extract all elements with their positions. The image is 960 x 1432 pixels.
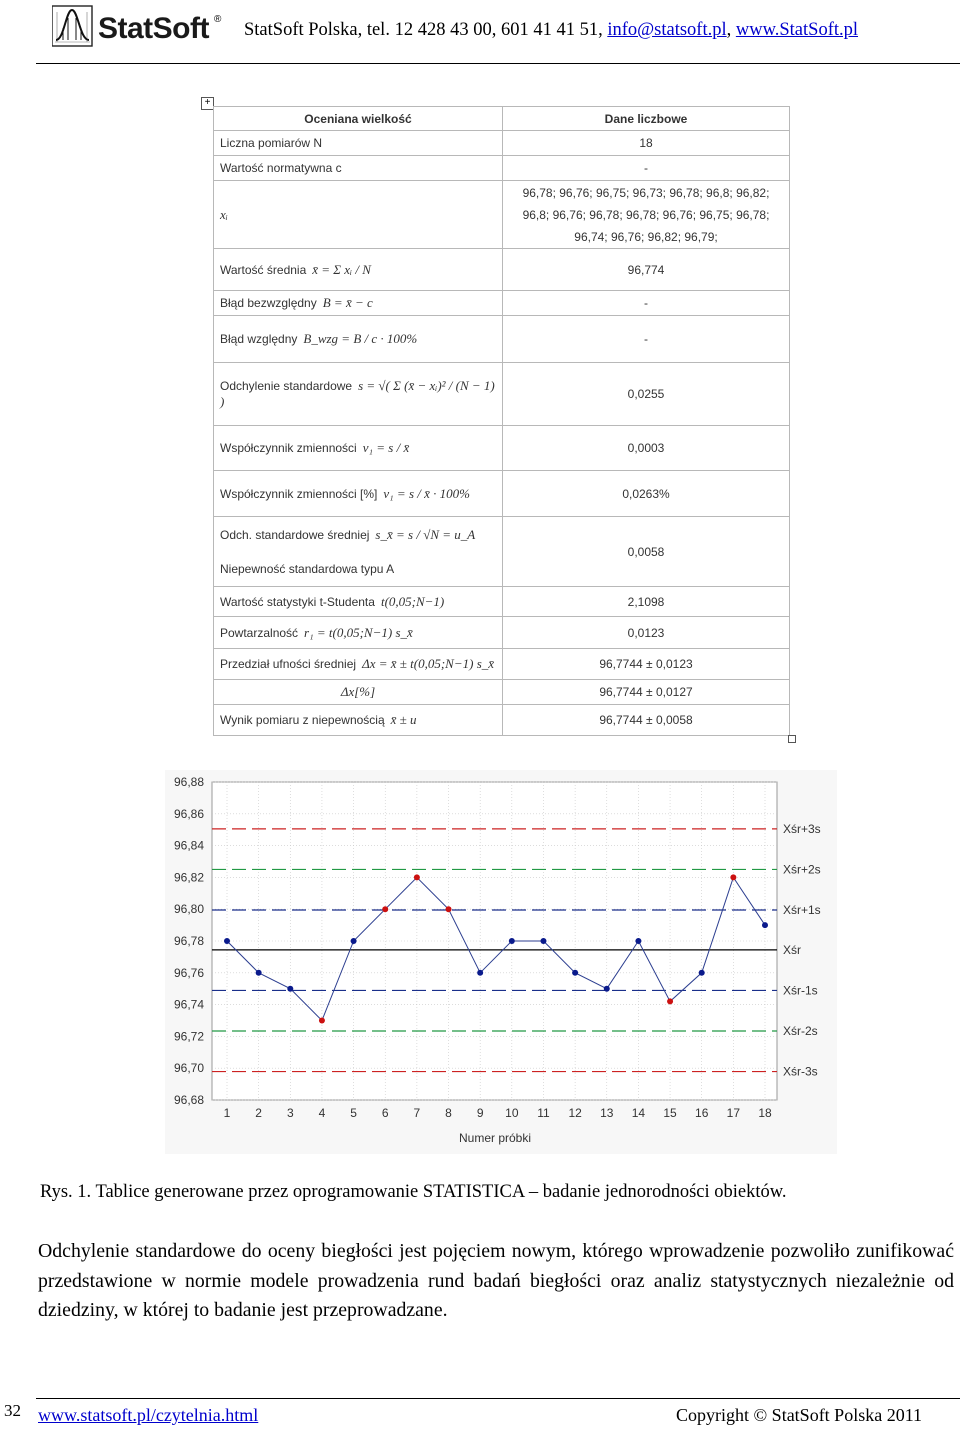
table-row: [214, 316, 790, 363]
table-move-handle-icon[interactable]: +: [201, 97, 214, 110]
data-point: [382, 906, 388, 912]
row-label-secondary: Niepewność standardowa typu A: [220, 561, 395, 576]
row-value: 2,1098: [503, 587, 790, 617]
row-quantity: [214, 471, 503, 517]
data-point: [319, 1018, 325, 1024]
website-link[interactable]: www.StatSoft.pl: [735, 20, 859, 40]
row-value: -: [503, 156, 790, 181]
y-tick-label: 96,86: [173, 806, 204, 821]
data-point: [509, 938, 515, 944]
data-point: [635, 938, 641, 944]
row-label: Błąd bezwzględny: [220, 296, 317, 310]
y-tick-label: 96,80: [173, 902, 204, 917]
row-formula: Δx = x̄ ± t(0,05;N−1) s_x̄: [362, 656, 495, 671]
row-label: Przedział ufności średniej: [220, 657, 357, 671]
figure-caption: Rys. 1. Tablice generowane przez oprogramowanie STATISTICA – badanie jednorodności obiektów.: [40, 1182, 787, 1202]
body-paragraph: Odchylenie standardowe do oceny biegłości jest pojęciem nowym, którego wprowadzenie pozwoliło zunifikować przedstawione w normie modele prowadzenia rund badań biegłości oraz analiz statystycznych niezależnie od dziedziny, w której to badanie jest przeprowadzane.: [38, 1240, 954, 1321]
row-quantity: [214, 517, 503, 587]
row-value: 18: [503, 131, 790, 156]
x-tick-label: 4: [318, 1106, 326, 1120]
data-point: [446, 906, 452, 912]
control-line-label: Xśr+1s: [783, 902, 821, 917]
row-quantity: [214, 363, 503, 426]
row-formula: v₁ = s / x̄: [362, 440, 410, 455]
control-line-label: Xśr+2s: [783, 862, 821, 877]
x-tick-label: 10: [505, 1106, 519, 1120]
data-point: [604, 986, 610, 992]
x-tick-label: 11: [537, 1106, 550, 1120]
control-line-label: Xśr-3s: [783, 1064, 818, 1079]
row-quantity: [214, 316, 503, 363]
control-chart: [165, 770, 837, 1154]
column-header-quantity: Oceniana wielkość: [214, 107, 503, 131]
row-quantity: [214, 249, 503, 291]
x-tick-label: 12: [568, 1106, 582, 1120]
y-tick-label: 96,72: [173, 1029, 204, 1044]
control-line-label: Xśr-2s: [783, 1023, 818, 1038]
row-value: 0,0263%: [503, 471, 790, 517]
row-formula: r₁ = t(0,05;N−1) s_x̄: [304, 624, 413, 640]
row-quantity: [214, 426, 503, 471]
row-quantity: [214, 680, 503, 705]
header-contact-text: StatSoft Polska, tel. 12 428 43 00, 601 41 41 51,: [244, 20, 608, 40]
row-value: 0,0058: [503, 517, 790, 587]
header-divider: [36, 63, 960, 64]
row-value: 96,78; 96,76; 96,75; 96,73; 96,78; 96,8; 96,82; 96,8; 96,76; 96,78; 96,78; 96,76; 96,75; 96,78; 96,74; 96,76; 96,82; 96,79;: [503, 181, 790, 249]
x-tick-label: 13: [600, 1106, 614, 1120]
row-value: 0,0123: [503, 617, 790, 649]
row-label: Wartość średnia: [220, 262, 307, 277]
table-row: [214, 680, 790, 705]
table-row: [214, 156, 790, 181]
row-quantity: [214, 156, 503, 181]
row-formula: x̄ = Σ xᵢ / N: [312, 261, 371, 277]
table-row: [214, 131, 790, 156]
x-tick-label: 8: [445, 1106, 452, 1120]
data-point: [572, 970, 578, 976]
control-line-label: Xśr: [783, 942, 801, 957]
row-label: Współczynnik zmienności: [220, 441, 357, 455]
x-tick-label: 2: [255, 1106, 262, 1120]
row-formula: s_x̄ = s / √N = u_A: [375, 526, 476, 542]
registered-mark: ®: [214, 14, 222, 25]
results-table: [213, 106, 790, 736]
row-label: Powtarzalność: [220, 625, 299, 640]
row-label: Odch. standardowe średniej: [220, 527, 370, 542]
row-formula: B_wzg = B / c · 100%: [303, 331, 418, 346]
data-point: [287, 986, 293, 992]
data-point: [699, 970, 705, 976]
table-row: [214, 617, 790, 649]
y-tick-label: 96,84: [173, 838, 204, 853]
data-point: [477, 970, 483, 976]
row-value: 0,0255: [503, 363, 790, 426]
y-tick-label: 96,78: [173, 934, 204, 948]
row-label: Błąd względny: [220, 332, 298, 346]
row-formula: x̄ ± u: [390, 712, 417, 727]
row-formula: s = √( Σ (x̄ − xᵢ)² / (N − 1) ): [220, 378, 495, 409]
y-tick-label: 96,88: [173, 775, 204, 789]
table-row: [214, 181, 790, 249]
table-row: [214, 249, 790, 291]
data-point: [667, 998, 673, 1004]
row-value: 96,774: [503, 249, 790, 291]
y-tick-label: 96,76: [173, 965, 204, 980]
footer-copyright: Copyright © StatSoft Polska 2011: [676, 1405, 923, 1425]
table-resize-handle-icon[interactable]: [788, 735, 796, 743]
row-value: 96,7744 ± 0,0058: [503, 705, 790, 736]
row-label: Wartość normatywna c: [220, 161, 342, 175]
row-value: 96,7744 ± 0,0127: [503, 680, 790, 705]
row-quantity: [214, 705, 503, 736]
table-row: [214, 517, 790, 587]
x-tick-label: 14: [631, 1106, 646, 1120]
y-tick-label: 96,74: [173, 997, 204, 1012]
header-separator: ,: [726, 20, 736, 40]
row-label: Wynik pomiaru z niepewnością: [220, 713, 385, 727]
x-tick-label: 6: [381, 1106, 389, 1120]
data-point: [762, 922, 768, 928]
control-line-label: Xśr-1s: [783, 983, 818, 998]
table-row: [214, 705, 790, 736]
row-label: Wartość statystyki t-Studenta: [220, 594, 375, 609]
row-quantity: [214, 181, 503, 249]
x-tick-label: 7: [413, 1106, 421, 1120]
x-tick-label: 5: [350, 1106, 357, 1120]
row-label: Liczna pomiarów N: [220, 136, 323, 150]
row-formula: Δx[%]: [340, 684, 376, 699]
row-value: -: [503, 316, 790, 363]
x-tick-label: 17: [726, 1106, 741, 1120]
x-tick-label: 3: [286, 1106, 294, 1120]
email-link[interactable]: info@statsoft.pl: [607, 20, 727, 40]
row-label: Odchylenie standardowe: [220, 379, 353, 393]
row-quantity: [214, 587, 503, 617]
row-formula: t(0,05;N−1): [380, 593, 445, 609]
row-value: 96,7744 ± 0,0123: [503, 649, 790, 680]
table-row: [214, 426, 790, 471]
row-formula: xᵢ: [220, 206, 228, 222]
footer-link[interactable]: www.statsoft.pl/czytelnia.html: [38, 1405, 259, 1425]
x-tick-label: 15: [663, 1106, 677, 1120]
y-tick-label: 96,82: [173, 870, 204, 885]
row-label: Współczynnik zmienności [%]: [220, 486, 378, 501]
header-contact: [244, 20, 858, 41]
logo-text: StatSoft: [98, 12, 209, 45]
row-quantity: [214, 649, 503, 680]
x-axis-label: Numer próbki: [458, 1131, 532, 1145]
data-point: [414, 874, 420, 880]
row-formula: v₁ = s / x̄ · 100%: [383, 485, 470, 501]
x-tick-label: 18: [758, 1106, 772, 1120]
x-tick-label: 16: [695, 1106, 709, 1120]
data-point: [256, 970, 262, 976]
table-row: [214, 291, 790, 316]
table-header-row: [214, 107, 790, 131]
row-quantity: [214, 617, 503, 649]
x-tick-label: 9: [476, 1106, 484, 1120]
control-line-label: Xśr+3s: [783, 821, 821, 836]
data-point: [730, 874, 736, 880]
data-point: [540, 938, 546, 944]
column-header-values: Dane liczbowe: [503, 107, 790, 131]
table-row: [214, 649, 790, 680]
table-row: [214, 587, 790, 617]
data-point: [351, 938, 357, 944]
row-quantity: [214, 131, 503, 156]
row-quantity: [214, 291, 503, 316]
y-tick-label: 96,68: [173, 1093, 204, 1107]
row-value: -: [503, 291, 790, 316]
row-value: 0,0003: [503, 426, 790, 471]
table-row: [214, 363, 790, 426]
x-tick-label: 1: [223, 1106, 231, 1120]
row-formula: B = x̄ − c: [322, 295, 373, 310]
y-tick-label: 96,70: [173, 1061, 204, 1076]
data-point: [224, 938, 230, 944]
footer-divider: [36, 1398, 960, 1399]
table-row: [214, 471, 790, 517]
page-number: 32: [4, 1401, 21, 1420]
